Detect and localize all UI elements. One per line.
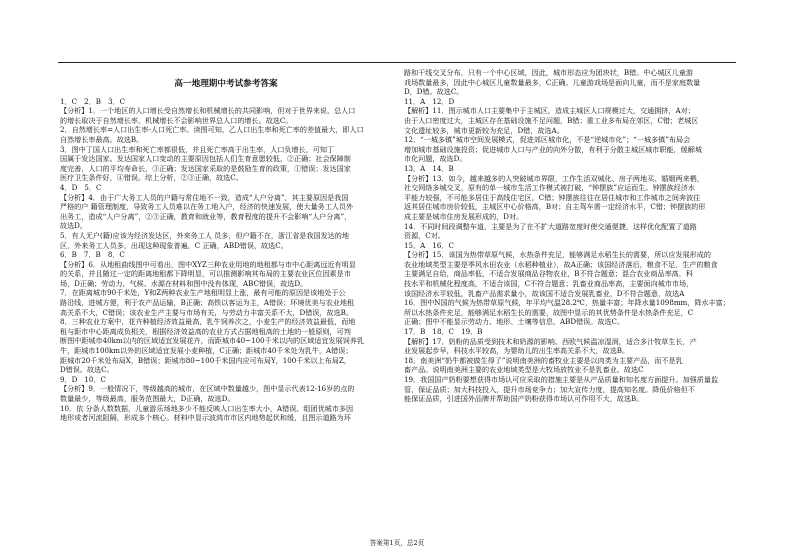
text-line: 区，外来务工人员多，出现这种现象普遍，C 正确，ABD错误，故选C。 xyxy=(60,240,288,250)
text-line: 市化问题，故选D。 xyxy=(404,154,467,164)
text-line: 数量最少，等级最高，服务范围最大，D正确，故选D。 xyxy=(60,394,235,403)
text-line: 14．不同时间段调整车道，主要是为了在不扩大道路宽度时使交通便捷，这样优化配置了道路 xyxy=(404,221,697,231)
text-line: 17．B 18．C 19．B xyxy=(404,327,483,337)
text-line: 医疗卫生条件好，④错误。综上分析，②③正确，故选C。 xyxy=(60,173,243,183)
text-line: 【分析】4．由于广大务工人员的户籍与常住地不一致，造成“人户分离”，其主要原因是我国 xyxy=(60,192,349,202)
text-line: 出务工，造成“人户分离”，②③正确，教育和就业等，教育程度的提升不会影响“人户分离”， xyxy=(60,211,352,221)
text-line: 的关系，并且随过一定的距离地租都下降明显，可以推测影响其布局的主要农业区位因素是市 xyxy=(60,269,351,279)
text-line: 场，D正确；劳动力、气候、水源在材料和图中没有体现，ABC错误，故选D。 xyxy=(60,278,308,288)
text-line: 故选D。 xyxy=(60,221,87,231)
text-line: 路沿线，进城方便，利于农产品运输，B正确；高铁以客运为主，A错误；环境优美与农业地租 xyxy=(60,298,355,308)
text-line: 主要满足自给，商品率低，不适合发展商品谷物农业，B不符合题意；混合农业商品率高，科 xyxy=(404,269,693,279)
text-line: 12．“一城多镇”城市空间发展模式，促进郊区城市化，不是“逆城市化”；“一城多镇”布局会 xyxy=(404,135,691,145)
text-line: 10．依 分条人数数据，儿童游乐场地多少不能反映人口出生率大小，A错误。组团优城市多因 xyxy=(60,403,354,413)
text-line: 自然增长率最高。故选B。 xyxy=(60,134,144,144)
right-text-block xyxy=(404,68,736,404)
text-line: 该国经济水平较低，乳畜产品需求量小，故该国不适合发展乳畜业，D不符合题意，故选A xyxy=(404,288,685,298)
text-line: 度完善，人口的平均寿命长，③正确；发达国家采取的是鼓励生育的政策，①错误；发达国家 xyxy=(60,163,351,173)
text-line: 平能力较强，不可能多居住于高线住宅区，C错；钟摆族往往在居住城市和工作城市之间奔波往 xyxy=(404,192,701,202)
text-line: 【解析】17．奶粉的品质受到技术和奶源的影响。西欧气候温凉湿润，适合多汁牧草生长，产 xyxy=(404,336,697,346)
text-line: D，D错。故选C。 xyxy=(404,87,464,97)
text-line: 增加城市基础设施投资；促进城市人口与产业的向外分散，有利于分散主城区城市职能，缓解城 xyxy=(404,144,702,154)
text-line: 【解析】11．图示城市人口主要集中于主城区，造成主城区人口规模过大，交通拥挤，A对； xyxy=(404,106,695,116)
text-line: 3．图中丁国人口出生率和死亡率都很低，并且死亡率高于出生率，人口负增长，可知丁 xyxy=(60,144,335,154)
text-line: 管，保证品质；加大科技投入，提升市场竞争力；加大宣传力度，提高知名度。降低价格但不 xyxy=(404,384,695,394)
text-line: 5．有人无户(籍)应该为经济发达区，外来务工人 员多，但户籍不在，浙江省是我国发达的地 xyxy=(60,230,349,240)
text-line: 文化遗址较多，城市更新较为充足，D错，故选A。 xyxy=(404,125,564,135)
text-line: 的增长取决于自然增长率，机械增长不会影响世界总人口的增长。故选C。 xyxy=(60,115,293,125)
text-line: 牛，距城市100km以外的区域适宜发展小麦种植，C正确；距城市40千米处为乳牛，A错误； xyxy=(60,346,353,356)
text-line: 戏场数量最多，因此中心城区儿童数量最多，C正确。儿童游戏场是面向儿童，而不是家庭数量 xyxy=(404,77,701,87)
text-line: 租与距市中心距离成负相关，根据经济效益高的农业方式占据地租高的土地的一般原则，可判 xyxy=(60,326,351,336)
left-column xyxy=(60,68,392,423)
text-line: 【分析】13．如今，越来越多的人突破城市界限，工作生活双城化、房子两地买、婚姻两来栖， xyxy=(404,173,704,183)
text-line: 距城市20千米处布局X，B错误；距城市80~100千米国内应可布局Y，100千米以上布局Z， xyxy=(60,355,351,365)
text-line: 路和干线交叉分布，只有一个中心区域，因此，城市形态应为团块状，B错。中心城区儿童游 xyxy=(404,68,693,77)
page-footer: 答案第1页，总2页 xyxy=(369,539,425,547)
text-line: 7．在距离城市90千米处，Y和Z两种农业生产地租明显上涨，最有可能的原因是该地处于公 xyxy=(60,288,346,298)
text-line: 1．C 2．B 3．C xyxy=(60,96,126,106)
text-line: 所以水热条件充足，能够满足水稻生长的需要，故图中显示的其优势条件是水热条件充足，C xyxy=(404,307,694,317)
text-line: 11．A 12．D xyxy=(404,96,455,106)
text-line: 2．自然增长率=人口出生率-人口死亡率。读图可知，乙人口出生率和死亡率的差值最大，即人口 xyxy=(60,125,364,135)
text-line: D错误。故选C。 xyxy=(60,365,114,375)
text-line: 严格的户 籍管理制度，导致务工人员难以在务工地入户，经济的快速发展，使大量务工人员外 xyxy=(60,202,354,212)
text-line: 能保证品质，引进国外品牌并帮助国产奶粉获得市场认可作用不大，故选B。 xyxy=(404,394,644,404)
text-line: 返其居住城市房价较低，主城区中心价格高，B对；自主驾车需一定经济水平，C错；钟摆族的形 xyxy=(404,202,706,212)
text-line: 技水平和机械化程度高，不适合该国，C不符合题意；乳畜业商品率高，主要面向城市市场， xyxy=(404,279,694,289)
text-line: 正确；图中不能显示劳动力、地形、土壤等信息，ABD错误。故选C。 xyxy=(404,317,625,327)
text-line: 农业地域类型主要是季风水田农业（水稻种植业），故A正确；该国经济落后，粮食不足，生产的粮食 xyxy=(404,259,718,269)
text-line: 成主要是城市住房发展形成的，D对。 xyxy=(404,211,524,221)
left-text-block xyxy=(60,97,392,423)
text-line: 9．D 10．C xyxy=(60,374,106,384)
text-line: 8．三种农业方案中，花卉种植经济效益最高，乳牛饲养次之，小麦生产的经济效益最低，而地 xyxy=(60,317,356,327)
text-line: 断图中距城市40km以内的区域适宜发展花卉，而距城市40~100千米以内的区域适宜发展饲养乳 xyxy=(60,336,364,346)
text-line: 业发展起步早，科技水平较高，为婴幼儿的出生率高关系不大，故选B。 xyxy=(404,346,630,356)
right-column xyxy=(404,68,736,404)
text-line: 13．A 14．B xyxy=(404,163,454,173)
text-line: 【分析】1．一个地区的人口增长受自然增长和机械增长的共同影响，但对于世界来说，总人口 xyxy=(60,106,356,116)
text-line: 由于人口密度过大，主城区存在基础设施不足问题，B错；重工业多布局在郊区，C错；老城区 xyxy=(404,115,699,125)
page-title: 高一地理期中考试参考答案 xyxy=(174,79,278,89)
text-line: 资源，C对。 xyxy=(404,231,445,241)
text-line: 18．南美洲“奶牛都被做生得了”说明南美洲的畜牧业主要是以肉类为主要产品，而不是乳 xyxy=(404,355,683,365)
text-line: 16．图中N国的气候为热带草原气候，年平均气温28.2℃，热量丰富；年降水量1098mm，降水丰富； xyxy=(404,298,730,308)
text-line: 4．D 5．C xyxy=(60,182,102,192)
text-line: 社交网络多城交叉，原有的单一城市生活工作模式被打破，“钟摆族”应运而生。钟摆族经济水 xyxy=(404,183,696,193)
text-line: 19．我国国产奶粉要想获得市场认可应采取的措施主要是从产品质量和知名度方面提升。加强质量监 xyxy=(404,375,719,384)
text-line: 地形或者河流阻隔，形成多个核心。材料中显示波鸿市市区内地势起伏和缓，且图示道路为环 xyxy=(60,413,351,423)
text-line: 高关系不大，C错误；该农业生产主要与市场有关，与劳动力丰富关系不大，D错误，故选B。 xyxy=(60,307,353,317)
text-line: 【分析】15．该国为热带草原气候，水热条件充足，能够满足水稻生长的需要，所以应发展形成的 xyxy=(404,250,711,260)
text-line: 畜产品。说明南美洲主要的农业地域类型是大牧场放牧业不是乳畜业。故选C xyxy=(404,365,644,375)
text-line: 【分析】9．一般情况下，等级越高的城市，在区域中数量越少，图中显示代表12-16岁的点的 xyxy=(60,384,355,394)
text-line: 【分析】6．从地租曲线图中可看出，图中XYZ三种农业用地的地租都与市中心距离远近有明显 xyxy=(60,259,356,269)
text-line: 15．A 16．C xyxy=(404,240,454,250)
text-line: 6．B 7．B 8．C xyxy=(60,250,125,260)
header-rule xyxy=(58,62,736,63)
text-line: 国属于发达国家。发达国家人口变动的主要原因包括人们生育意愿较低，②正确；社会保障制 xyxy=(60,154,351,164)
